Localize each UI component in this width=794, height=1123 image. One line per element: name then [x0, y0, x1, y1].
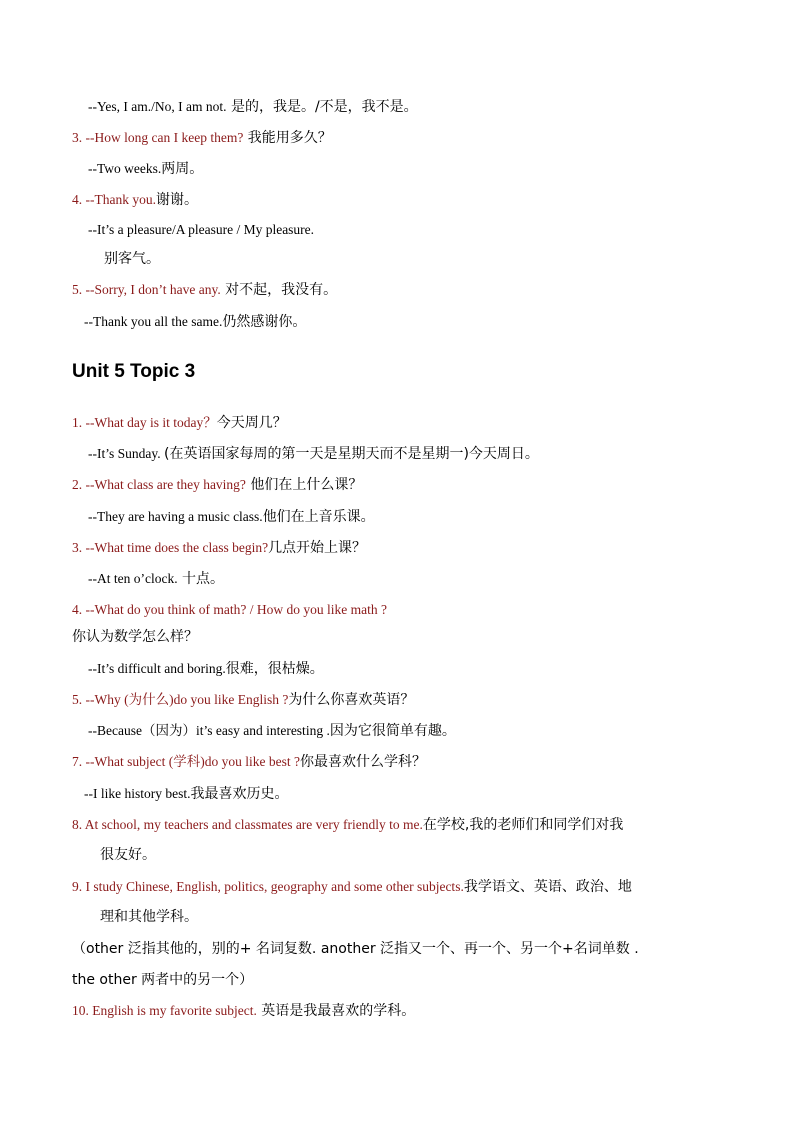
english-text: --Thank you all the same. [84, 314, 223, 329]
text-line [88, 98, 418, 116]
chinese-text: 今天周几？ [216, 415, 287, 431]
text-line [104, 250, 160, 268]
english-text: 1. --What day is it today？ [72, 415, 217, 430]
english-text: 2. --What class are they having? [72, 477, 246, 492]
chinese-text: 很难，很枯燥。 [225, 661, 324, 677]
text-line [72, 476, 362, 494]
text-line [88, 445, 539, 463]
text-line [72, 601, 387, 619]
text-line [72, 753, 426, 771]
english-text: --Two weeks. [88, 161, 162, 176]
english-text: --It’s difficult and boring. [88, 661, 226, 676]
english-text: 8. At school, my teachers and classmates are very friendly to me. [72, 817, 423, 832]
english-text: 4. --What do you think of math? / How do you like math ? [72, 602, 387, 617]
english-text: --It’s a pleasure/A pleasure / My pleasure. [88, 222, 315, 237]
chinese-text: 很友好。 [100, 847, 156, 863]
chinese-text: 你认为数学怎么样？ [72, 629, 198, 645]
chinese-text: 仍然感谢你。 [222, 314, 307, 330]
english-text: 10. English is my favorite subject. [72, 1003, 257, 1018]
english-text: --I like history best. [84, 786, 191, 801]
text-line [100, 846, 156, 864]
text-line [72, 878, 632, 896]
chinese-text: 他们在上音乐课。 [262, 509, 375, 525]
text-line [72, 971, 253, 989]
english-text: --Because（因为）it’s easy and interesting . [88, 723, 330, 738]
english-text: 5. --Sorry, I don’t have any. [72, 282, 221, 297]
english-text: 4. --Thank you. [72, 192, 156, 207]
english-text: --At ten o’clock. [88, 571, 178, 586]
chinese-text: 在学校,我的老师们和同学们对我 [422, 817, 624, 833]
text-line [88, 570, 224, 588]
english-text: 3. --What time does the class begin? [72, 540, 269, 555]
chinese-text: （other 泛指其他的，别的+ 名词复数. another 泛指又一个、再一个、另一个+名词单数 . [72, 941, 639, 957]
chinese-text: 两周。 [161, 161, 204, 177]
english-text: --They are having a music class. [88, 509, 263, 524]
chinese-text: 因为它很简单有趣。 [329, 723, 456, 739]
text-line [72, 129, 332, 147]
chinese-text: 几点开始上课？ [268, 540, 367, 556]
chinese-text: 别客气。 [104, 251, 160, 267]
chinese-text: 是的，我是。/不是，我不是。 [226, 99, 418, 115]
english-text: --It’s Sunday. [88, 446, 164, 461]
chinese-text: 我最喜欢历史。 [190, 786, 289, 802]
text-line [72, 628, 198, 646]
chinese-text: 十点。 [177, 571, 225, 587]
text-line [88, 221, 314, 239]
english-text: --Yes, I am./No, I am not. [88, 99, 227, 114]
text-line [88, 722, 456, 740]
chinese-text: 我能用多久？ [243, 130, 332, 146]
text-line [72, 1002, 415, 1020]
chinese-text: 理和其他学科。 [100, 909, 198, 925]
chinese-text: 我学语文、英语、政治、地 [463, 879, 632, 895]
section-heading: Unit 5 Topic 3 [72, 361, 196, 382]
chinese-text: 对不起，我没有。 [220, 282, 338, 298]
text-line [72, 940, 639, 958]
english-text: 9. I study Chinese, English, politics, geography and some other subjects. [72, 879, 464, 894]
chinese-text: 谢谢。 [155, 192, 198, 208]
english-text: 7. --What subject (学科)do you like best ? [72, 754, 300, 769]
text-line [72, 691, 414, 709]
text-line [84, 785, 288, 803]
text-line [84, 313, 306, 331]
english-text: 5. --Why (为什么)do you like English ? [72, 692, 289, 707]
text-line [88, 660, 324, 678]
chinese-text: the other 两者中的另一个） [72, 972, 254, 988]
text-line [72, 414, 287, 432]
text-line [72, 816, 623, 834]
text-line [72, 539, 366, 557]
chinese-text: 他们在上什么课？ [245, 477, 363, 493]
chinese-text: (在英语国家每周的第一天是星期天而不是星期一)今天周日。 [164, 446, 539, 462]
text-line [88, 508, 375, 526]
chinese-text: 为什么你喜欢英语？ [288, 692, 415, 708]
english-text: 3. --How long can I keep them? [72, 130, 244, 145]
text-line [88, 160, 203, 178]
text-line [100, 908, 198, 926]
chinese-text: 英语是我最喜欢的学科。 [256, 1003, 416, 1019]
chinese-text: 你最喜欢什么学科？ [299, 754, 426, 770]
text-line [72, 191, 198, 209]
text-line [72, 281, 337, 299]
